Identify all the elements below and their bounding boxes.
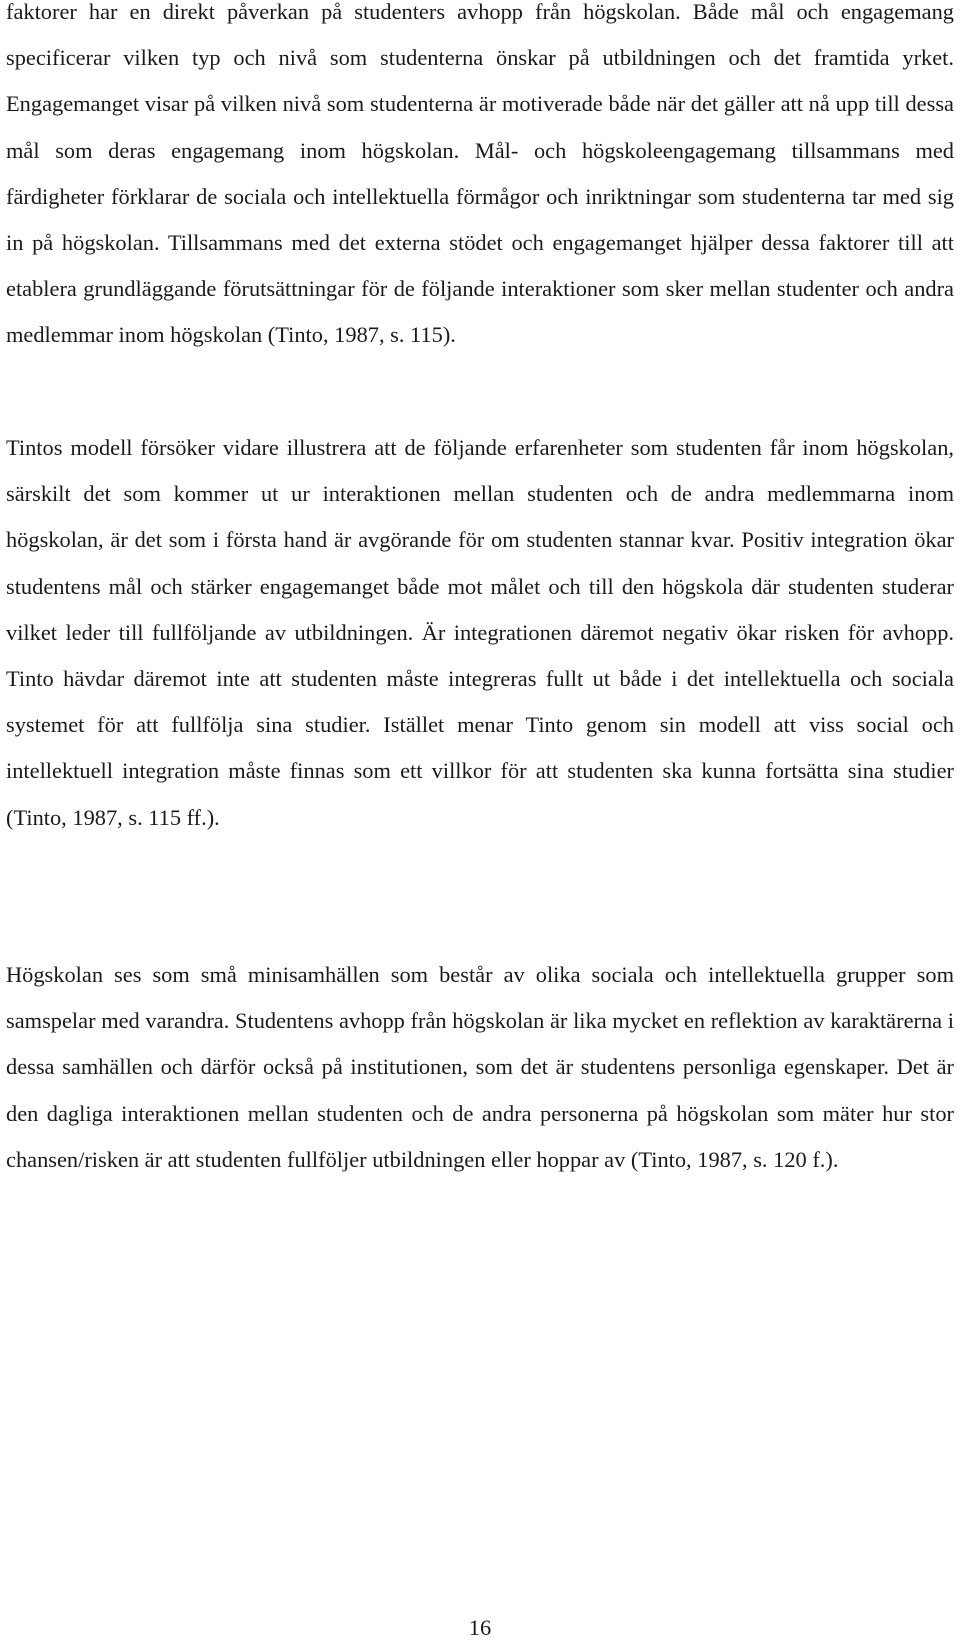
body-paragraph: Tintos modell försöker vidare illustrera att de följande erfarenheter som studenten får inom högskolan, särskilt det som kommer ut ur interaktionen mellan studenten och de andra medlemmarna inom högskolan, är det som i första hand är avgörande för om studenten stannar kvar. Positiv integration ökar studentens mål och stärker engagemanget både mot målet och till den högskola där studenten studerar vilket leder till fullföljande av utbildningen. Är integrationen däremot negativ ökar risken för avhopp. Tinto hävdar däremot inte att studenten måste integreras fullt ut både i det intellektuella och sociala systemet för att fullfölja sina studier. Istället menar Tinto genom sin modell att viss social och intellektuell integration måste finnas som ett villkor för att studenten ska kunna fortsätta sina studier (Tinto, 1987, s. 115 ff.). xyxy=(6,435,954,830)
body-paragraph: faktorer har en direkt påverkan på studenters avhopp från högskolan. Både mål och engagemang specificerar vilken typ och nivå som studenterna önskar på utbildningen och det framtida yrket. Engagemanget visar på vilken nivå som studenterna är motiverade både när det gäller att nå upp till dessa mål som deras engagemang inom högskolan. Mål- och högskoleengagemang tillsammans med färdigheter förklarar de sociala och intellektuella förmågor och inriktningar som studenterna tar med sig in på högskolan. Tillsammans med det externa stödet och engagemanget hjälper dessa faktorer till att etablera grundläggande förutsättningar för de följande interaktioner som sker mellan studenter och andra medlemmar inom högskolan (Tinto, 1987, s. 115). xyxy=(6,0,954,348)
body-paragraph: Högskolan ses som små minisamhällen som består av olika sociala och intellektuella grupper som samspelar med varandra. Studentens avhopp från högskolan är lika mycket en reflektion av karaktärerna i dessa samhällen och därför också på institutionen, som det är studentens personliga egenskaper. Det är den dagliga interaktionen mellan studenten och de andra personerna på högskolan som mäter hur stor chansen/risken är att studenten fullföljer utbildningen eller hoppar av (Tinto, 1987, s. 120 f.). xyxy=(6,962,954,1172)
page-number: 16 xyxy=(468,1615,492,1640)
